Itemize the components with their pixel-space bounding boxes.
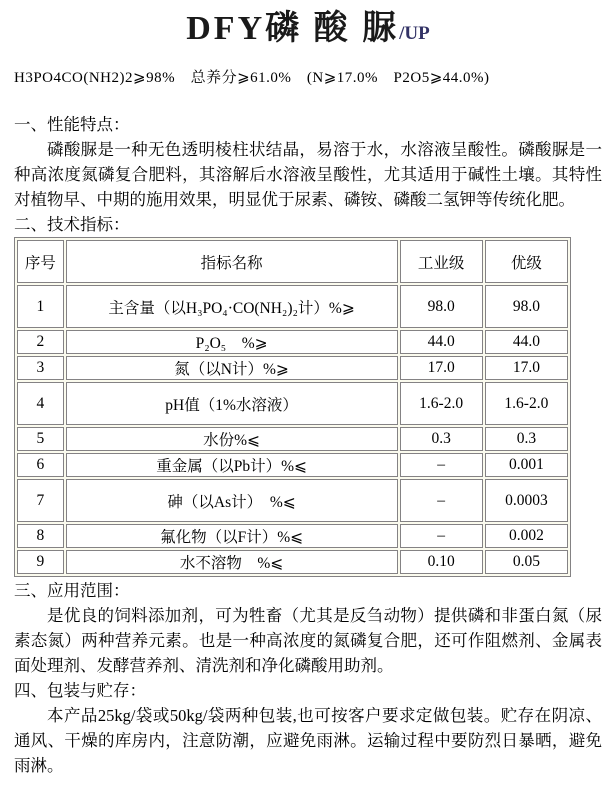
table-row [17,479,568,522]
product-title: DFY磷 酸 脲 [186,10,400,47]
cell-no: 5 [17,427,64,451]
cell-premium-value: 1.6-2.0 [485,382,568,425]
table-row [17,453,568,477]
column-header-industrial: 工业级 [400,240,483,283]
column-header-premium: 优级 [485,240,568,283]
cell-premium-value: 98.0 [485,285,568,328]
cell-premium-value: 0.05 [485,550,568,574]
cell-indicator-name: 主含量（以H₃PO₄·CO(NH₂)₂计）%⩾ [66,285,398,328]
cell-industrial-value: 98.0 [400,285,483,328]
cell-indicator-name: 重金属（以Pb计）%⩽ [66,453,398,477]
section-paragraph-packaging: 本产品25kg/袋或50kg/袋两种包装,也可按客户要求定做包装。贮存在阴凉、通风、干燥的库房内，注意防潮，应避免雨淋。运输过程中要防烈日暴晒，避免雨淋。 [14,706,602,775]
cell-industrial-value: – [400,479,483,522]
cell-industrial-value: 0.10 [400,550,483,574]
table-header-row [17,240,568,283]
cell-no: 8 [17,524,64,548]
cell-no: 3 [17,356,64,380]
cell-industrial-value: 1.6-2.0 [400,382,483,425]
cell-premium-value: 0.001 [485,453,568,477]
cell-no: 1 [17,285,64,328]
cell-indicator-name: pH值（1%水溶液） [66,382,398,425]
cell-no: 7 [17,479,64,522]
table-row [17,285,568,328]
cell-indicator-name: 水份%⩽ [66,427,398,451]
section-heading-performance: 一、性能特点： [14,115,130,134]
cell-no: 2 [17,330,64,354]
section-paragraph-applications: 是优良的饲料添加剂，可为牲畜（尤其是反刍动物）提供磷和非蛋白氮（尿素态氮）两种营养元素。也是一种高浓度的氮磷复合肥，还可作阻燃剂、金属表面处理剂、发酵营养剂、清洗剂和净化磷酸用助剂。 [14,606,602,675]
section-heading-packaging: 四、包装与贮存： [14,681,146,700]
column-header-name: 指标名称 [66,240,398,283]
cell-premium-value: 44.0 [485,330,568,354]
table-row [17,524,568,548]
cell-industrial-value: 17.0 [400,356,483,380]
cell-no: 4 [17,382,64,425]
table-row [17,427,568,451]
section-heading-specs: 二、技术指标： [14,215,130,234]
cell-industrial-value: 0.3 [400,427,483,451]
cell-industrial-value: – [400,524,483,548]
table-row [17,356,568,380]
spec-table [14,237,571,577]
cell-premium-value: 0.3 [485,427,568,451]
cell-industrial-value: – [400,453,483,477]
section-paragraph-performance: 磷酸脲是一种无色透明棱柱状结晶，易溶于水，水溶液呈酸性。磷酸脲是一种高浓度氮磷复合肥料，其溶解后水溶液呈酸性，尤其适用于碱性土壤。其特性对植物早、中期的施用效果，明显优于尿素、磷铵、磷酸二氢钾等传统化肥。 [14,140,602,209]
table-row [17,382,568,425]
cell-indicator-name: 水不溶物 %⩽ [66,550,398,574]
table-row [17,550,568,574]
cell-indicator-name: 氮（以N计）%⩾ [66,356,398,380]
page-title [14,6,602,58]
cell-indicator-name: P₂O₅ %⩾ [66,330,398,354]
cell-indicator-name: 氟化物（以F计）%⩽ [66,524,398,548]
cell-no: 9 [17,550,64,574]
cell-premium-value: 0.002 [485,524,568,548]
product-title-suffix: /UP [399,23,430,44]
cell-indicator-name: 砷（以As计） %⩽ [66,479,398,522]
cell-premium-value: 0.0003 [485,479,568,522]
cell-industrial-value: 44.0 [400,330,483,354]
formula-line: H3PO4CO(NH2)2⩾98% 总养分⩾61.0% (N⩾17.0% P2O5⩾44.0%) [14,70,490,86]
table-row [17,330,568,354]
cell-no: 6 [17,453,64,477]
section-heading-applications: 三、应用范围： [14,581,130,600]
cell-premium-value: 17.0 [485,356,568,380]
column-header-no: 序号 [17,240,64,283]
